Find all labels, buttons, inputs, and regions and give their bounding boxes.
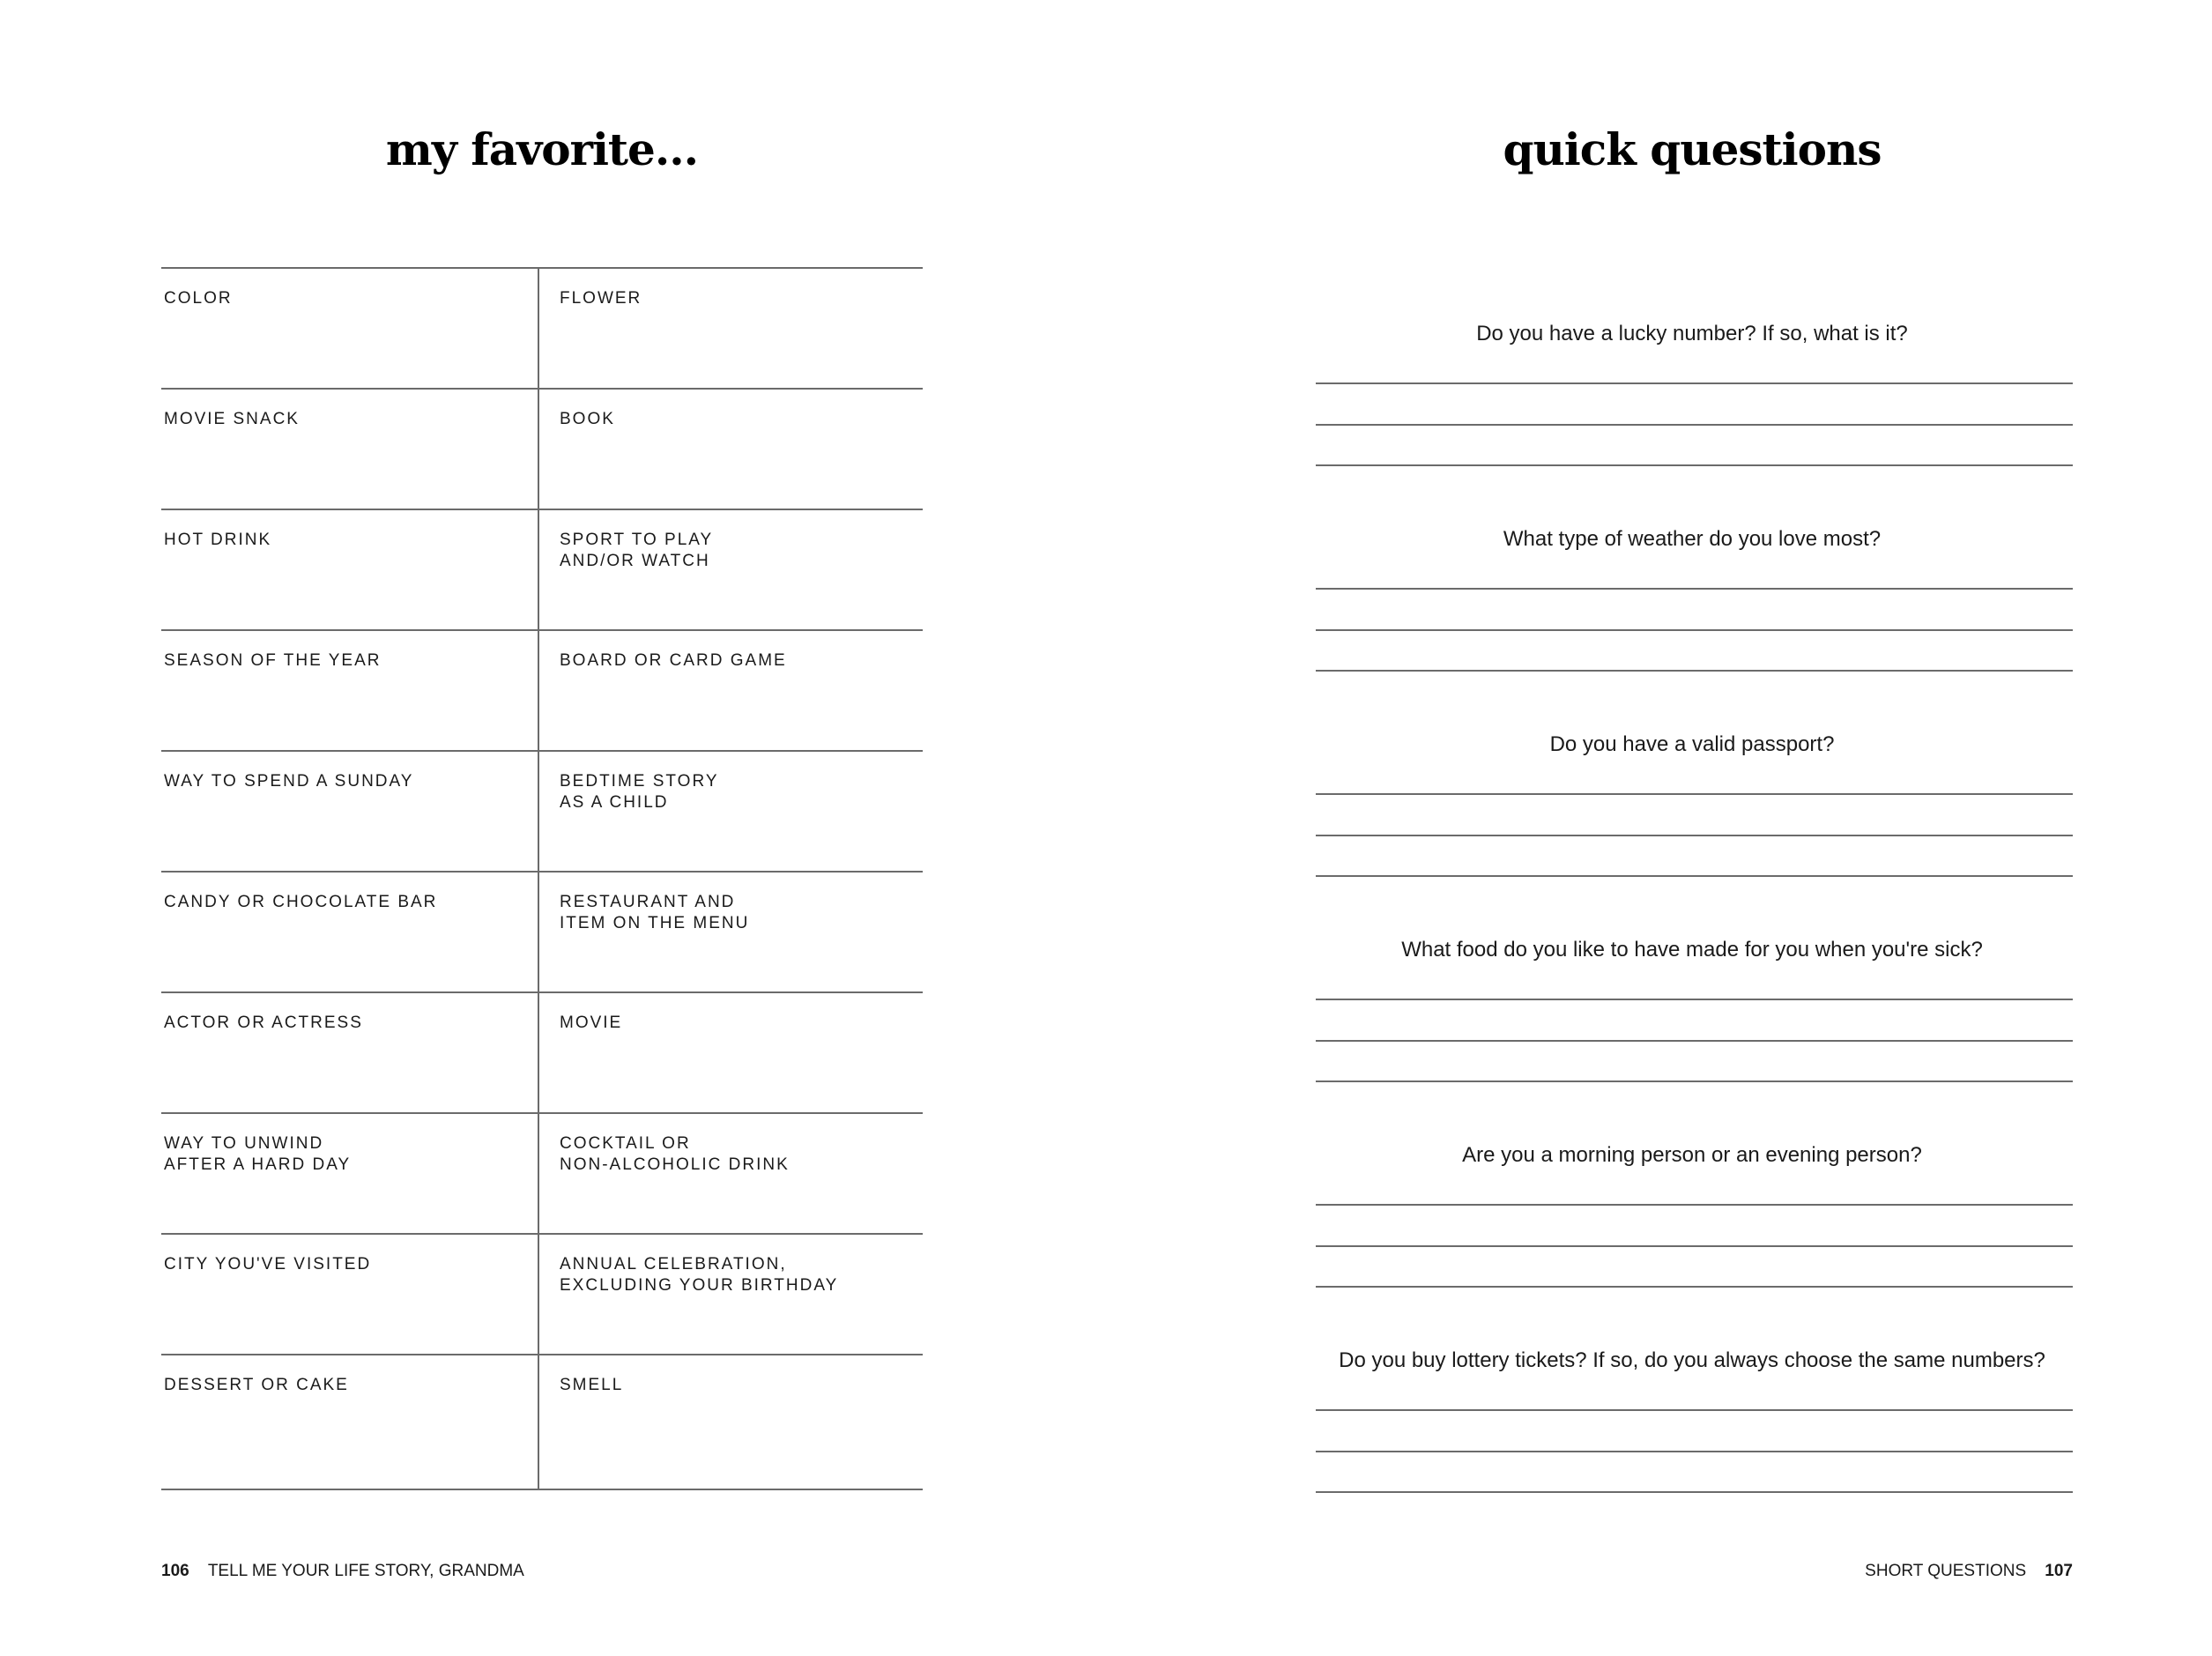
running-title: TELL ME YOUR LIFE STORY, GRANDMA (207, 1562, 524, 1580)
page-number: 107 (2045, 1562, 2073, 1580)
favorite-label: WAY TO UNWIND AFTER A HARD DAY (164, 1134, 352, 1174)
answer-line (1316, 464, 2073, 466)
answer-line (1316, 1040, 2073, 1042)
favorite-label: RESTAURANT AND ITEM ON THE MENU (560, 893, 750, 932)
answer-line (1316, 999, 2073, 1000)
favorite-label: COCKTAIL OR NON-ALCOHOLIC DRINK (560, 1134, 790, 1174)
favorite-label: SEASON OF THE YEAR (164, 651, 382, 670)
favorite-label: MOVIE (560, 1014, 623, 1032)
favorite-label: COLOR (164, 289, 233, 308)
answer-line (1316, 835, 2073, 836)
answer-line (1316, 793, 2073, 795)
answer-line (1316, 875, 2073, 877)
favorites-row (161, 390, 923, 510)
question-text: Do you have a valid passport? (1549, 732, 1835, 756)
right-page (1106, 0, 2212, 1656)
favorite-label: SMELL (560, 1376, 624, 1394)
favorites-row (161, 752, 923, 873)
favorites-row (161, 1114, 923, 1235)
running-title: SHORT QUESTIONS (1865, 1562, 2027, 1580)
favorite-label: CANDY OR CHOCOLATE BAR (164, 893, 438, 911)
answer-line (1316, 382, 2073, 384)
answer-line (1316, 1080, 2073, 1082)
answer-line (1316, 629, 2073, 631)
favorites-row (161, 1235, 923, 1355)
page-title: my favorite... (385, 123, 699, 175)
favorite-label: SPORT TO PLAY AND/OR WATCH (560, 531, 714, 570)
answer-line (1316, 424, 2073, 426)
question-text: Do you buy lottery tickets? If so, do you always choose the same numbers? (1339, 1348, 2045, 1372)
question-text: What type of weather do you love most? (1503, 527, 1882, 551)
favorite-label: BOOK (560, 410, 615, 428)
favorite-label: MOVIE SNACK (164, 410, 300, 428)
favorites-row (161, 269, 923, 390)
favorite-label: ANNUAL CELEBRATION, EXCLUDING YOUR BIRTHDAY (560, 1255, 839, 1295)
favorite-label: WAY TO SPEND A SUNDAY (164, 772, 414, 791)
answer-line (1316, 1286, 2073, 1288)
page-footer (161, 1562, 524, 1581)
page-footer (1865, 1562, 2073, 1581)
favorites-row (161, 631, 923, 752)
answer-line (1316, 1204, 2073, 1206)
question-text: Are you a morning person or an evening person? (1462, 1143, 1922, 1167)
favorite-label: ACTOR OR ACTRESS (164, 1014, 363, 1032)
favorite-label: DESSERT OR CAKE (164, 1376, 349, 1394)
favorites-row (161, 1355, 923, 1496)
question-text: Do you have a lucky number? If so, what is it? (1476, 322, 1908, 345)
answer-line (1316, 1409, 2073, 1411)
favorites-row (161, 873, 923, 993)
answer-line (1316, 1491, 2073, 1493)
favorites-row (161, 510, 923, 631)
answer-line (1316, 588, 2073, 590)
answer-line (1316, 670, 2073, 672)
answer-line (1316, 1451, 2073, 1452)
favorites-grid (161, 267, 923, 1490)
favorites-row (161, 993, 923, 1114)
favorite-label: FLOWER (560, 289, 642, 308)
favorite-label: BEDTIME STORY AS A CHILD (560, 772, 719, 812)
favorite-label: BOARD OR CARD GAME (560, 651, 787, 670)
page-title: quick questions (1503, 123, 1882, 175)
answer-line (1316, 1245, 2073, 1247)
favorite-label: HOT DRINK (164, 531, 272, 549)
page-number: 106 (161, 1562, 189, 1580)
favorite-label: CITY YOU'VE VISITED (164, 1255, 372, 1274)
question-text: What food do you like to have made for you when you're sick? (1401, 938, 1983, 962)
